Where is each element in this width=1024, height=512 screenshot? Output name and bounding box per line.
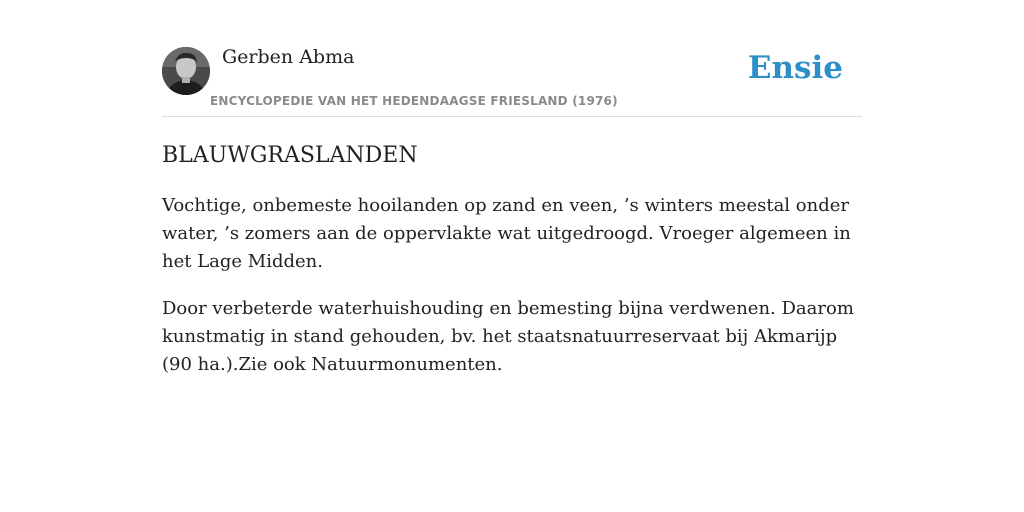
article-card xyxy=(162,0,862,379)
article-paragraph: Vochtige, onbemeste hooilanden op zand en veen, ’s winters meestal onder water, ’s zomers aan de oppervlakte wat uitgedroogd. Vroeger algemeen in het Lage Midden. xyxy=(162,195,851,272)
author-portrait-icon xyxy=(162,47,210,95)
brand-logo[interactable]: Ensie xyxy=(747,50,843,86)
source-title[interactable]: ENCYCLOPEDIE VAN HET HEDENDAAGSE FRIESLAND (1976) xyxy=(210,94,618,108)
author-avatar[interactable] xyxy=(162,47,210,95)
author-name[interactable]: Gerben Abma xyxy=(222,46,355,68)
article-body xyxy=(162,192,862,379)
article-paragraph: Door verbeterde waterhuishouding en bemesting bijna verdwenen. Daarom kunstmatig in stand gehouden, bv. het staatsnatuurreservaat bij Akmarijp (90 ha.).Zie ook Natuurmonumenten. xyxy=(162,298,854,375)
article-title: BLAUWGRASLANDEN xyxy=(162,143,418,168)
article-header xyxy=(162,0,862,117)
